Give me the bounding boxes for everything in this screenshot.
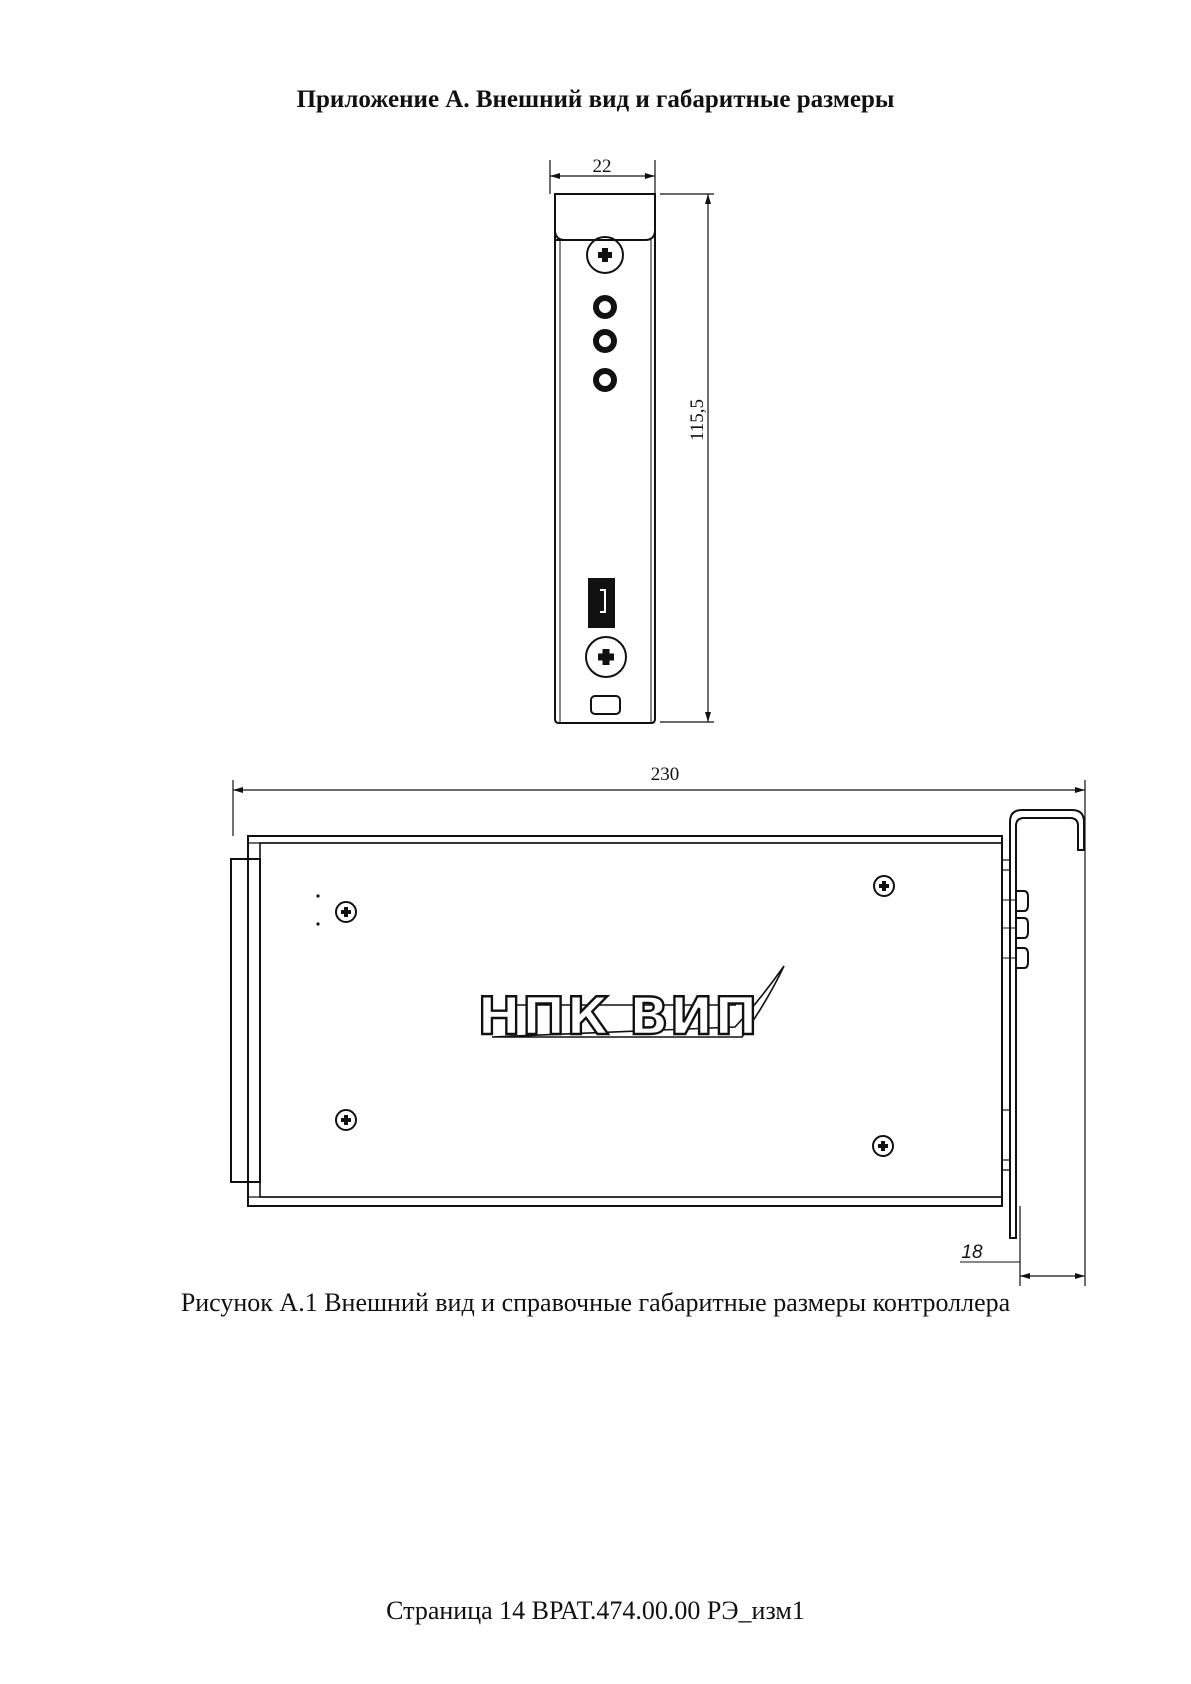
page-title: Приложение А. Внешний вид и габаритные размеры <box>296 86 895 113</box>
page-footer: Страница 14 ВРАТ.474.00.00 РЭ_изм1 <box>386 1596 805 1625</box>
side-length-dim: 230 <box>650 764 680 785</box>
company-logo: НПК ВИП <box>477 987 759 1047</box>
cover-screw-icon <box>874 876 894 896</box>
cover-screw-icon <box>336 1110 356 1130</box>
cover-screw-icon <box>336 902 356 922</box>
figure-caption: Рисунок А.1 Внешний вид и справочные габаритные размеры контроллера <box>180 1288 1011 1317</box>
front-height-dim: 115,5 <box>687 398 708 442</box>
cover-screw-icon <box>873 1136 893 1156</box>
usb-port-icon <box>589 579 614 627</box>
front-width-dim: 22 <box>592 156 612 177</box>
flange-dim: 18 <box>961 1242 983 1263</box>
